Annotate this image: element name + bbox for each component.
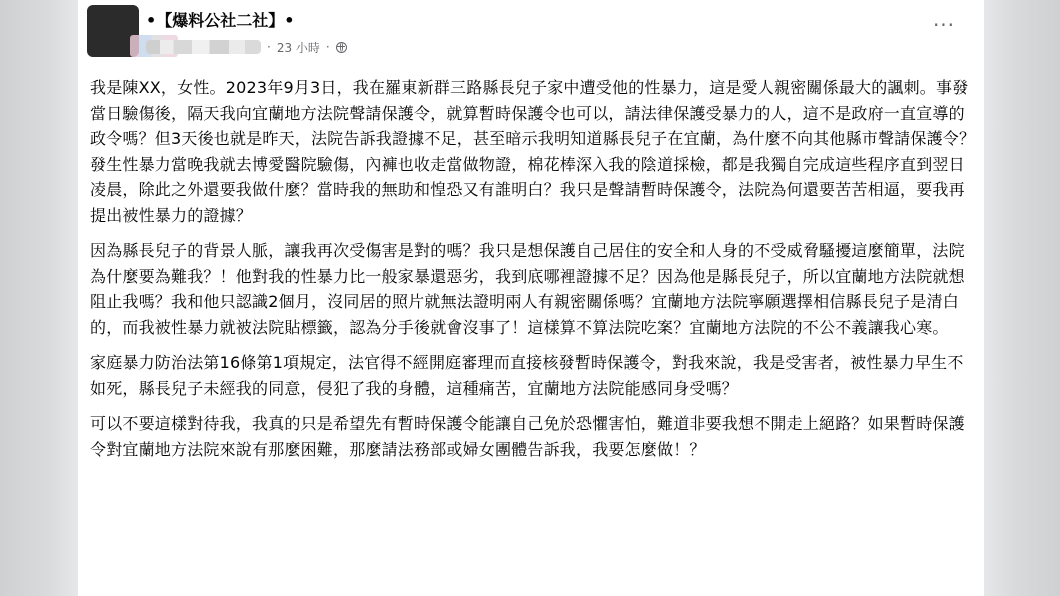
post-meta	[146, 38, 347, 56]
separator-dot: ·	[325, 40, 330, 54]
post-text	[90, 75, 976, 472]
post-paragraph: 因為縣長兒子的背景人脈，讓我再次受傷害是對的嗎？我只是想保護自己居住的安全和人身的不受威脅騷擾這麼簡單，法院為什麼要為難我？！他對我的性暴力比一般家暴還惡劣，我到底哪裡證據不足？因為他是縣長兒子，所以宜蘭地方法院就想阻止我嗎？我和他只認識2個月，沒同居的照片就無法證明兩人有親密關係嗎？宜蘭地方法院寧願選擇相信縣長兒子是清白的，而我被性暴力就被法院貼標籤，認為分手後就會沒事了！這樣算不算法院吃案？宜蘭地方法院的不公不義讓我心寒。	[90, 241, 965, 337]
group-name-link[interactable]: •【爆料公社二社】•	[146, 11, 295, 30]
blurred-background-right	[984, 0, 1060, 596]
post-paragraph: 我是陳XX，女性。2023年9月3日，我在羅東新群三路縣長兒子家中遭受他的性暴力，這是愛人親密關係最大的諷刺。事發當日驗傷後，隔天我向宜蘭地方法院聲請保護令，就算暫時保護令也可以，請法律保護受暴力的人，這不是政府一直宣導的政令嗎？但3天後也就是昨天，法院告訴我證據不足，甚至暗示我明知道縣長兒子在宜蘭，為什麼不向其他縣市聲請保護令？發生性暴力當晚我就去博愛醫院驗傷，內褲也收走當做物證，棉花棒深入我的陰道採檢，都是我獨自完成這些程序直到翌日凌晨，除此之外還要我做什麼？當時我的無助和惶恐又有誰明白？我只是聲請暫時保護令，法院為何還要苦苦相逼，要我再提出被性暴力的證據？	[90, 78, 976, 225]
post-paragraph: 可以不要這樣對待我，我真的只是希望先有暫時保護令能讓自己免於恐懼害怕，難道非要我想不開走上絕路？如果暫時保護令對宜蘭地方法院來說有那麼困難，那麼請法務部或婦女團體告訴我，我要怎麼做！？	[90, 414, 965, 459]
facebook-post-card	[78, 0, 984, 596]
more-horizontal-icon[interactable]: ···	[932, 13, 956, 37]
globe-icon[interactable]	[336, 42, 347, 53]
separator-dot: ·	[267, 40, 271, 54]
post-paragraph: 家庭暴力防治法第16條第1項規定，法官得不經開庭審理而直接核發暫時保護令，對我來說，我是受害者，被性暴力早生不如死，縣長兒子未經我的同意，侵犯了我的身體，這種痛苦，宜蘭地方法院能感同身受嗎？	[90, 353, 964, 398]
blurred-author-name	[146, 40, 261, 54]
post-timestamp[interactable]: 23 小時	[276, 40, 320, 55]
blurred-background-left	[0, 0, 78, 596]
